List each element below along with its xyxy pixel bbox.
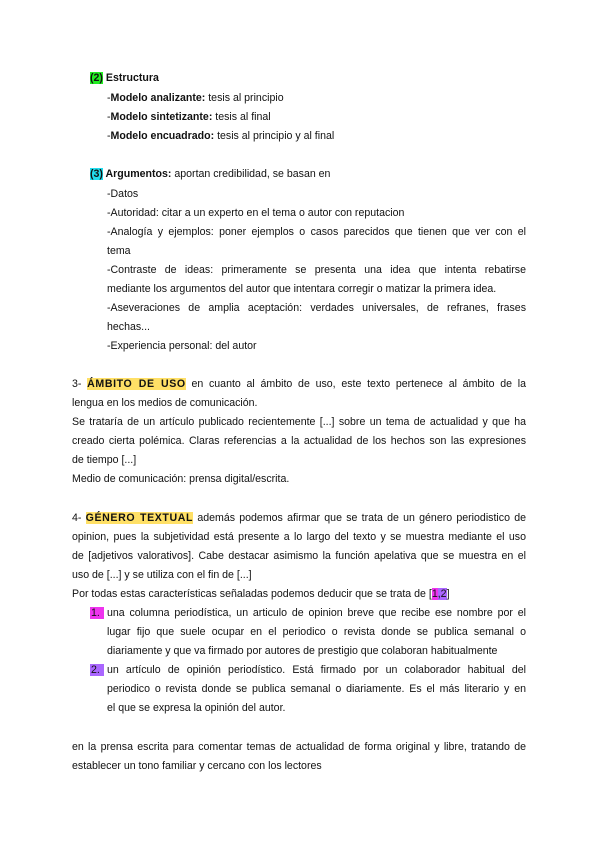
argumentos-intro: aportan credibilidad, se basan en (171, 168, 331, 180)
footer-line: establecer un tono familiar y cercano con los lectores (72, 760, 322, 772)
option-marker (90, 663, 104, 677)
argumento-line: tema (107, 245, 131, 257)
estructura-title: Estructura (105, 72, 159, 84)
conclusion-option-2: 2 (440, 588, 447, 600)
ambito-line: creado cierta polémica. Claras referencias a la actualidad de los hechos son las expresiones (72, 435, 526, 447)
argumento-line: mediante los argumentos del autor que intentara corregir o matizar la primera idea. (107, 283, 497, 295)
ambito-number: 3- (72, 378, 82, 390)
estructura-heading (90, 71, 159, 85)
item-prefix: - (107, 92, 111, 104)
estructura-item (107, 110, 271, 124)
option-2-marker: 2. (90, 664, 104, 676)
footer-line: en la prensa escrita para comentar temas de actualidad de forma original y libre, tratando de (72, 741, 526, 753)
conclusion-option-1: 1 (431, 588, 438, 600)
argumentos-title: Argumentos: (105, 168, 172, 180)
argumento-line: -Aseveraciones de amplia aceptación: verdades universales, de refranes, frases (107, 302, 526, 314)
item-definition: tesis al principio y al final (214, 130, 335, 142)
option-1-line: diariamente y que va firmado por autores de prestigio que colaboran habitualmente (107, 645, 498, 657)
option-2-line: periodico o revista donde se publica semanal o diariamente. Es el más literario y en (107, 683, 526, 695)
genero-number: 4- (72, 512, 82, 524)
argumento-line: -Autoridad: citar a un experto en el tema o autor con reputacion (107, 207, 405, 219)
estructura-number: (2) (90, 72, 103, 84)
genero-line: opinion, pues la subjetividad está presente a lo largo del texto y se muestra mediante el uso (72, 531, 526, 543)
conclusion-separator: , (437, 588, 441, 600)
argumento-line: -Contraste de ideas: primeramente se presenta una idea que intenta rebatirse (107, 264, 526, 276)
option-1-marker: 1. (90, 607, 104, 619)
item-term: Modelo sintetizante: (110, 111, 213, 123)
genero-title: GÉNERO TEXTUAL (85, 512, 194, 524)
conclusion-text: Por todas estas características señaladas podemos deducir que se trata de [ (72, 588, 432, 600)
option-marker (90, 606, 104, 620)
ambito-line: Medio de comunicación: prensa digital/escrita. (72, 473, 290, 485)
argumento-line: hechas... (107, 321, 150, 333)
genero-heading-line (72, 511, 526, 525)
ambito-line: Se trataría de un artículo publicado recientemente [...] sobre un tema de actualidad y que ha (72, 416, 526, 428)
conclusion-suffix: ] (446, 588, 450, 600)
item-term: Modelo analizante: (110, 92, 206, 104)
estructura-item (107, 129, 334, 143)
option-1-line: lugar fijo que suele ocupar en el periodico o revista donde se publica semanal o (107, 626, 526, 638)
argumento-line: -Datos (107, 188, 139, 200)
genero-conclusion (72, 587, 450, 601)
genero-line: uso de [...] y se utiliza con el fin de [...] (72, 569, 252, 581)
argumento-line: -Analogía y ejemplos: poner ejemplos o casos parecidos que tienen que ver con el (107, 226, 526, 238)
argumentos-number: (3) (90, 168, 103, 180)
ambito-title: ÁMBITO DE USO (87, 378, 186, 390)
item-definition: tesis al final (212, 111, 271, 123)
option-2-line: un artículo de opinión periodístico. Está firmado por un colaborador habitual del (107, 664, 526, 676)
item-prefix: - (107, 130, 111, 142)
genero-line: de [adjetivos valorativos]. Cabe destacar asimismo la función apelativa que se muestra en el (72, 550, 526, 562)
estructura-item (107, 91, 284, 105)
item-definition: tesis al principio (205, 92, 284, 104)
item-prefix: - (107, 111, 111, 123)
ambito-line: lengua en los medios de comunicación. (72, 397, 258, 409)
ambito-heading-line (72, 377, 526, 391)
argumento-line: -Experiencia personal: del autor (107, 340, 257, 352)
ambito-line: de tiempo [...] (72, 454, 137, 466)
option-2-line: el que se expresa la opinión del autor. (107, 702, 286, 714)
option-1-line: una columna periodística, un articulo de opinion breve que recibe ese nombre por el (107, 607, 526, 619)
genero-line1-rest: además podemos afirmar que se trata de un género periodistico de (193, 512, 526, 524)
argumentos-heading (90, 167, 330, 181)
item-term: Modelo encuadrado: (110, 130, 215, 142)
ambito-line1-rest: en cuanto al ámbito de uso, este texto pertenece al ámbito de la (185, 378, 526, 390)
